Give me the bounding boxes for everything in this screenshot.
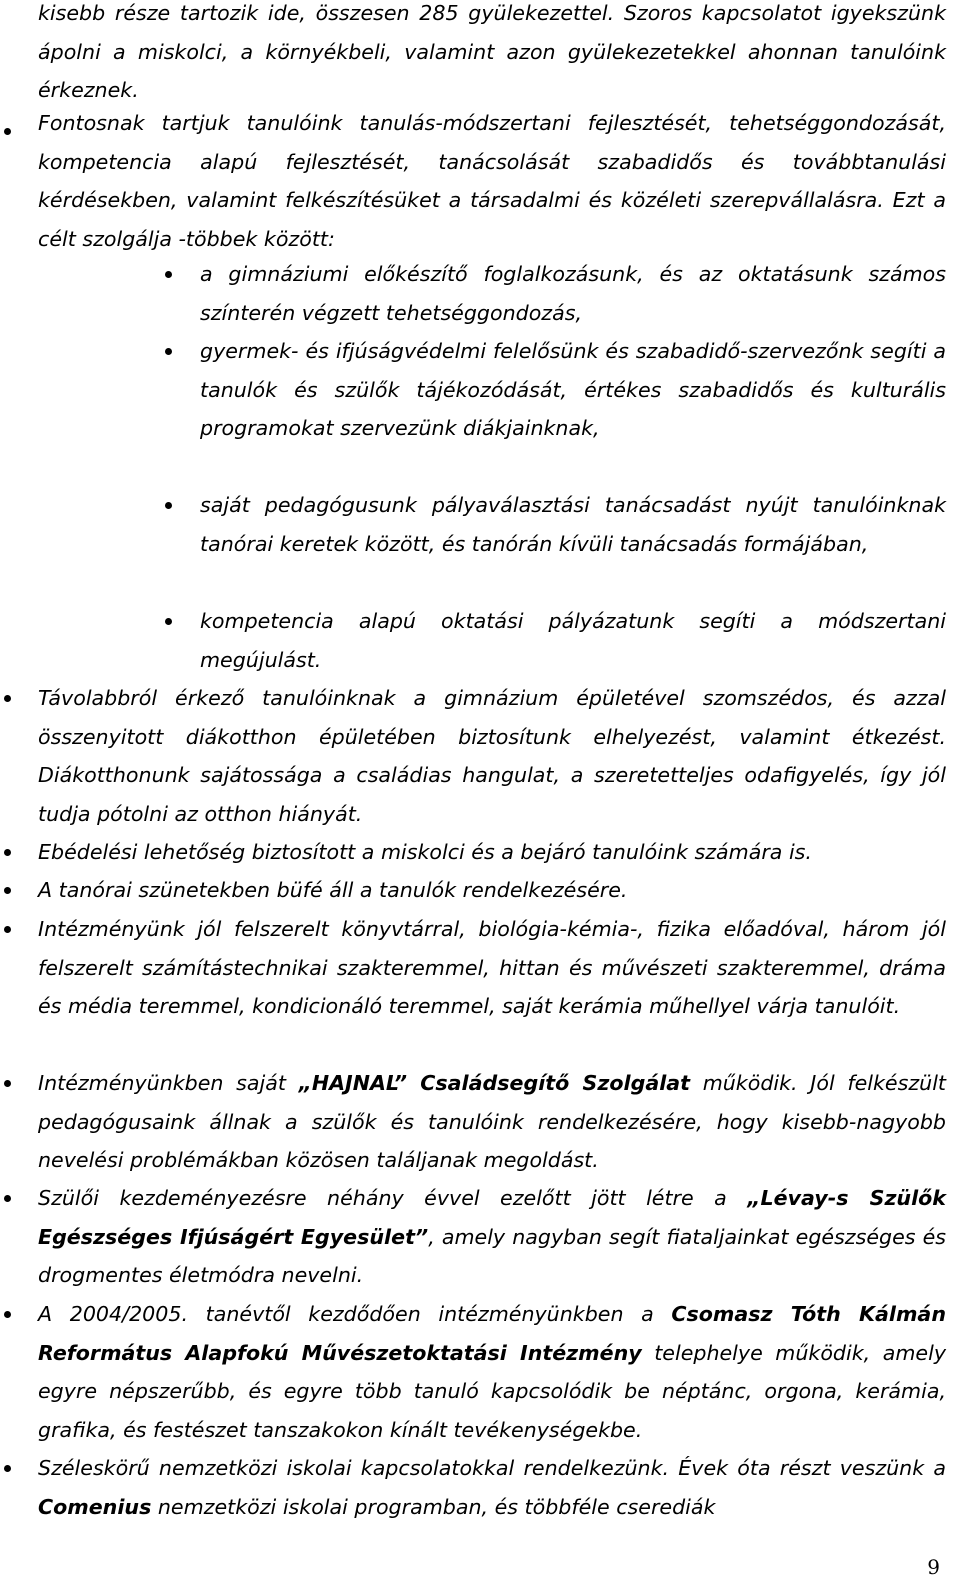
list-item-international: Széleskörű nemzetközi iskolai kapcsolatokkal rendelkezünk. Évek óta részt veszünk a Comenius nemzetközi iskolai programban, és többféle cserediák: [38, 1456, 946, 1519]
list-item-family-service: Intézményünkben saját „HAJNAL” Családsegítő Szolgálat működik. Jól felkészült pedagógusaink állnak a szülők és tanulóink rendelkezésére, hogy kisebb-nagyobb nevelési problémákban közösen találjanak megoldást.: [38, 1071, 946, 1173]
sub-item-competency: kompetencia alapú oktatási pályázatunk segíti a módszertani megújulást.: [200, 609, 946, 672]
bullet-icon: [4, 926, 11, 933]
sub-item-preparation: a gimnáziumi előkészítő foglalkozásunk, és az oktatásunk számos színterén végzett tehetséggondozás,: [200, 262, 946, 325]
program-name: Comenius: [38, 1494, 152, 1519]
bullet-icon: [4, 1080, 11, 1087]
page-number: 9: [927, 1555, 940, 1579]
bullet-icon: [4, 1465, 11, 1472]
association-name: „Lévay-s Szülők Egészséges Ifjúságért Egyesület”: [38, 1186, 946, 1249]
institution-name: Csomasz Tóth Kálmán Református Alapfokú Művészetoktatási Intézmény: [38, 1302, 946, 1365]
service-name: „HAJNAL” Családsegítő Szolgálat: [298, 1071, 691, 1095]
list-item-parents-association: Szülői kezdeményezésre néhány évvel ezelőtt jött létre a „Lévay-s Szülők Egészséges Ifjúságért Egyesület”, amely nagyban segít fiataljainkat egészséges és drogmentes életmódra nevelni.: [38, 1186, 947, 1288]
bullet-icon: [4, 695, 11, 702]
bullet-icon: [165, 618, 172, 625]
list-item-lunch: Ebédelési lehetőség biztosított a miskolci és a bejáró tanulóink számára is.: [38, 840, 812, 864]
list-item-buffet: A tanórai szünetekben büfé áll a tanulók rendelkezésére.: [38, 878, 628, 902]
list-item-art-school: A 2004/2005. tanévtől kezdődően intézményünkben a Csomasz Tóth Kálmán Református Alapfokú Művészetoktatási Intézmény telephelye működik, amely egyre népszerűbb, és egyre több tanuló kapcsolódik be néptánc, orgona, kerámia, grafika, és festészet tanszakokon kínált tevékenységekbe.: [38, 1302, 947, 1442]
list-item-development: Fontosnak tartjuk tanulóink tanulás-módszertani fejlesztését, tehetséggondozását, kompetencia alapú fejlesztését, tanácsolását szabadidős és továbbtanulási kérdésekben, valamint felkészítésüket a társadalmi és közéleti szerepvállalásra. Ezt a célt szolgálja -többek között:: [38, 111, 946, 251]
bullet-icon: [165, 502, 172, 509]
bullet-icon: [4, 849, 11, 856]
list-item-dormitory: Távolabbról érkező tanulóinknak a gimnázium épületével szomszédos, és azzal összenyitott diákotthon épületében biztosítunk elhelyezést, valamint étkezést. Diákotthonunk sajátossága a családias hangulat, a szeretetteljes odafigyelés, így jól tudja pótolni az otthon hiányát.: [38, 686, 946, 826]
bullet-icon: [4, 887, 11, 894]
list-item-facilities: Intézményünk jól felszerelt könyvtárral, biológia-kémia-, fizika előadóval, három jól felszerelt számítástechnikai szakteremmel, hittan és művészeti szakteremmel, dráma és média teremmel, kondicionáló teremmel, saját kerámia műhellyel várja tanulóit.: [38, 917, 946, 1019]
bullet-icon: [4, 1195, 11, 1202]
bullet-icon: [165, 348, 172, 355]
bullet-icon: [4, 1311, 11, 1318]
bullet-icon: [4, 128, 11, 135]
intro-paragraph: kisebb része tartozik ide, összesen 285 gyülekezettel. Szoros kapcsolatot igyekszünk ápolni a miskolci, a környékbeli, valamint azon gyülekezetekkel ahonnan tanulóink érkeznek.: [38, 1, 946, 103]
bullet-icon: [165, 271, 172, 278]
sub-item-career-counseling: saját pedagógusunk pályaválasztási tanácsadást nyújt tanulóinknak tanórai keretek között, és tanórán kívüli tanácsadás formájában,: [200, 493, 946, 556]
sub-item-youth-protection: gyermek- és ifjúságvédelmi felelősünk és szabadidő-szervezőnk segíti a tanulók és szülők tájékozódását, értékes szabadidős és kulturális programokat szervezünk diákjainknak,: [200, 339, 946, 441]
